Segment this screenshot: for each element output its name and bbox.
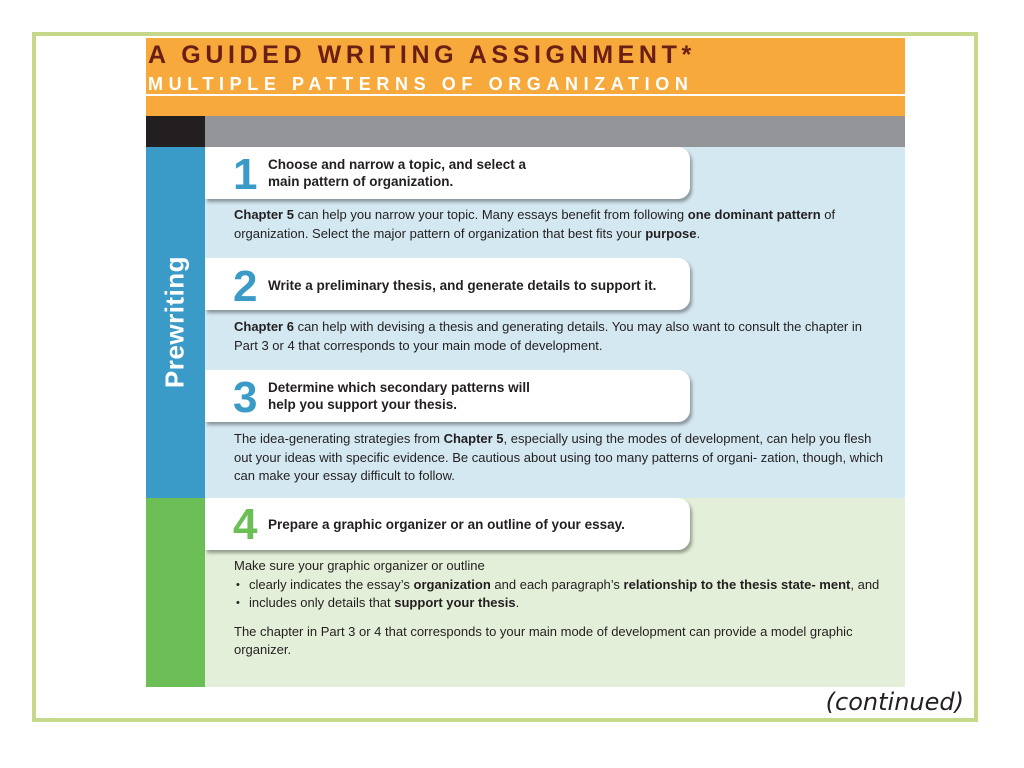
emphasis: support your thesis [394,595,516,610]
step-4-closing: The chapter in Part 3 or 4 that corresponds to your main mode of development can provide a model graphic organizer. [234,623,853,657]
emphasis: relationship to the thesis state- ment [623,576,851,592]
body-text: and each paragraph’s [490,576,624,592]
step-3-body [234,430,884,486]
emphasis: one dominant pattern [687,207,821,222]
step-4-intro: Make sure your graphic organizer or outline [234,558,485,573]
body-text: of organization. Select the major pattern of organization that best fits your [234,207,836,241]
emphasis: organization [413,576,491,592]
subtitle-underline [146,94,905,96]
page-subtitle: MULTIPLE PATTERNS OF ORGANIZATION [148,74,694,94]
chapter-ref: Chapter 5 [443,431,504,446]
sidebar-prewriting [146,147,205,498]
step-1-body [234,206,884,243]
top-bar-dark [146,116,205,147]
step-1-box [205,147,690,199]
step-3-box [205,370,690,422]
step-4-number: 4 [233,500,258,549]
step-4-box [205,498,690,550]
chapter-ref: Chapter 5 [234,207,294,222]
step-1-heading-line1: Choose and narrow a topic, and select a [268,157,527,172]
header-banner [146,38,905,116]
step-1-number: 1 [233,150,258,199]
step-4-bullets [234,576,884,613]
body-text: clearly indicates the essay’s [249,576,414,592]
sidebar-organizing [146,498,205,687]
emphasis: purpose [645,225,697,241]
list-item [234,594,884,613]
step-2-heading: Write a preliminary thesis, and generate details to support it. [268,278,657,293]
step-1-heading-line2: main pattern of organization. [268,174,454,189]
top-bar-gray [205,116,905,147]
list-item [234,576,884,595]
step-4-body [234,557,884,660]
sidebar-prewriting-label: Prewriting [159,255,190,389]
step-1-heading [268,156,668,190]
body-text: , and [850,576,880,592]
step-3-number: 3 [233,373,258,422]
body-text: . [515,595,520,610]
body-text: The idea-generating strategies from [234,431,444,446]
body-text: includes only details that [249,595,395,610]
step-2-number: 2 [233,262,258,311]
step-2-box [205,258,690,310]
continued-label: (continued) [825,688,964,716]
body-text: . [696,225,701,241]
step-4-heading: Prepare a graphic organizer or an outline of your essay. [268,517,625,532]
body-text: can help with devising a thesis and generating details. You may also want to consult the chapter in Part 3 or 4 that corresponds to your main mode of development. [234,319,862,353]
body-text: can help you narrow your topic. Many essays benefit from following [293,207,688,222]
body-text: , especially using the modes of development, can help you flesh out your ideas with specific evidence. Be cautious about using too many patterns of organi- zation, though, which can make your essay difficult to follow. [234,431,883,483]
step-3-heading [268,379,668,413]
step-2-body [234,318,884,355]
step-3-heading-line2: help you support your thesis. [268,397,458,412]
step-3-heading-line1: Determine which secondary patterns will [268,380,530,395]
page-title: A GUIDED WRITING ASSIGNMENT* [148,41,696,69]
chapter-ref: Chapter 6 [234,319,294,334]
